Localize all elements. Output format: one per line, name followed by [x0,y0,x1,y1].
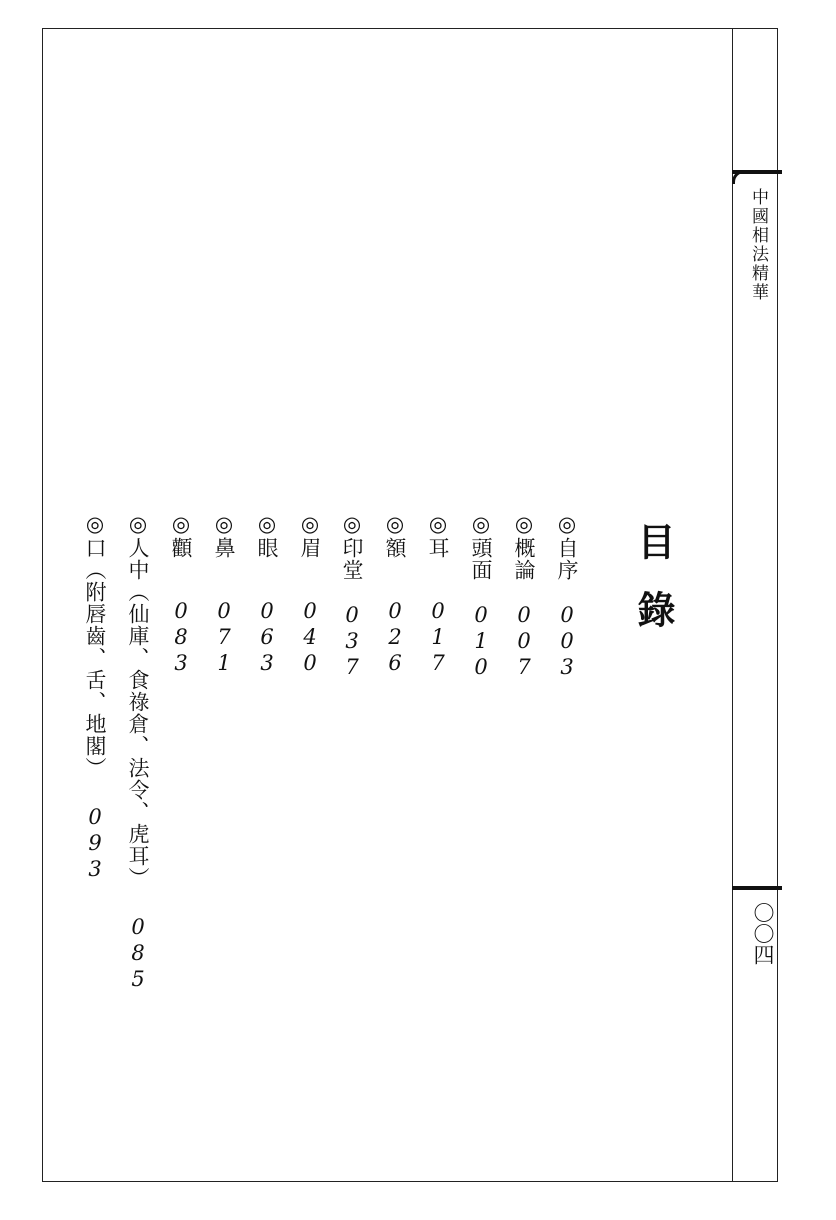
toc-entry-title: ◎眉 [298,512,322,559]
toc-entry-title: ◎印堂 [340,512,364,581]
toc-entry-page: 037 [340,603,364,681]
toc-entry-title: ◎口（附唇齒、舌、地閣） [83,512,107,779]
toc-entry-page: 040 [298,599,322,677]
toc-entry [337,512,367,681]
toc-entry-page: 085 [126,915,150,993]
toc-entry-title: ◎耳 [426,512,450,559]
toc-entry [166,512,196,677]
book-title: 中國相法精華 [748,188,768,302]
toc-entry-page: 017 [426,599,450,677]
toc-entry-page: 093 [83,805,107,883]
toc-entry-title: ◎頭面 [469,512,493,581]
toc-entry [423,512,453,677]
toc-entry [80,512,110,883]
strip-divider-bottom [732,886,782,890]
toc-entry [295,512,325,677]
toc-entry-page: 083 [169,599,193,677]
toc-entry [123,512,153,993]
toc-entry [252,512,282,677]
toc-entry-title: ◎顴 [169,512,193,559]
page-number: 〇〇四 [751,902,775,965]
toc-entry-title: ◎自序 [555,512,579,581]
toc-entry-title: ◎人中（仙庫、食祿倉、法令、虎耳） [126,512,150,889]
toc-entry [209,512,239,677]
toc-entry [509,512,539,681]
toc-entry [466,512,496,681]
toc-entry [552,512,582,681]
toc-entry-title: ◎鼻 [212,512,236,559]
toc-entry-page: 003 [555,603,579,681]
toc-entry-page: 026 [383,599,407,677]
toc-entry-title: ◎概論 [512,512,536,581]
toc-heading: 目錄 [631,522,675,658]
toc-entry-page: 071 [212,599,236,677]
toc-entry-page: 010 [469,603,493,681]
toc-entry-page: 007 [512,603,536,681]
toc-entry-title: ◎額 [383,512,407,559]
toc-entry-page: 063 [255,599,279,677]
toc-entry [380,512,410,677]
toc-entry-title: ◎眼 [255,512,279,559]
